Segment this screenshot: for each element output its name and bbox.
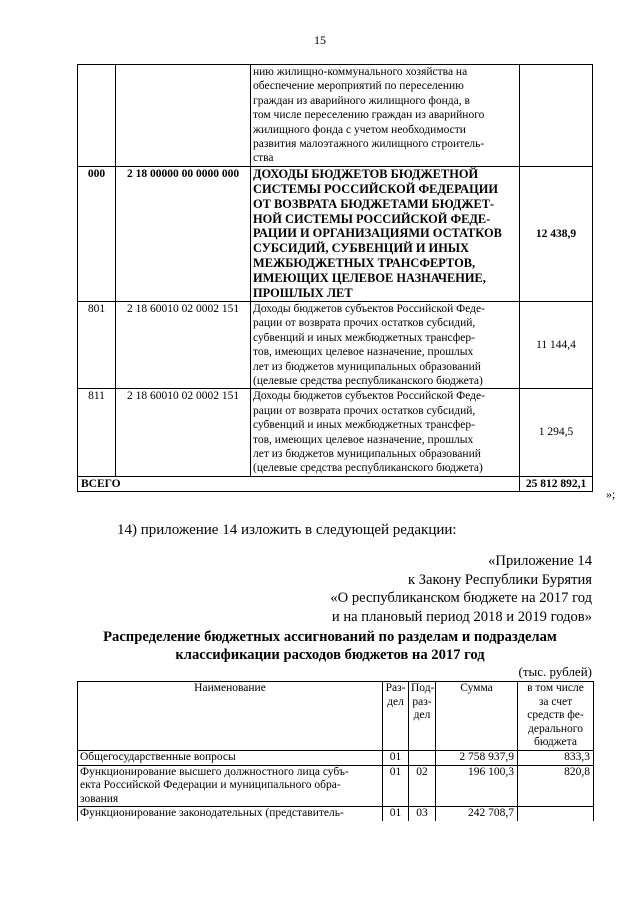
description-line: жилищного фонда с учетом необходимости (253, 123, 466, 136)
column-header-name: Наименование (78, 682, 383, 751)
description-line: субвенций и иных межбюджетных трансфер- (253, 419, 475, 432)
header-line: за счет (538, 695, 573, 708)
appendix-header-line: «Приложение 14 (488, 553, 592, 569)
section-title-line: Распределение бюджетных ассигнований по разделам и подразделам (103, 629, 557, 645)
description-line: нию жилищно-коммунального хозяйства на (253, 66, 468, 78)
sum-cell: 196 100,3 (436, 765, 518, 807)
subsection-cell: 03 (409, 807, 436, 822)
units-label: (тыс. рублей) (518, 664, 592, 679)
budget-code-cell: 2 18 60010 02 0002 151 (116, 302, 251, 389)
budget-code-cell: 2 18 00000 00 0000 000 (116, 166, 251, 301)
description-line: Доходы бюджетов субъектов Российской Феде- (253, 303, 485, 315)
description-line: граждан из аварийного жилищного фонда, в (253, 94, 470, 107)
column-header-section (383, 682, 409, 751)
description-line: том числе переселению граждан из аварийного (253, 109, 485, 122)
name-cell: Общегосударственные вопросы (78, 750, 383, 765)
table-row (78, 302, 593, 389)
appendix-header (330, 552, 592, 626)
admin-code-cell: 000 (78, 166, 116, 301)
description-line: НОЙ СИСТЕМЫ РОССИЙСКОЙ ФЕДЕ- (253, 211, 491, 226)
table-row (78, 807, 594, 822)
header-line: Под- (411, 682, 435, 694)
description-line: ства (253, 152, 274, 165)
description-line: обеспечение мероприятий по переселению (253, 80, 464, 93)
header-line: в том числе (527, 682, 584, 694)
description-cell (251, 65, 520, 167)
description-line: рации от возврата прочих остатков субсидий, (253, 317, 476, 330)
federal-cell: 833,3 (518, 750, 594, 765)
description-line: (целевые средства республиканского бюджета) (253, 375, 483, 388)
header-line: средств фе- (527, 709, 584, 722)
description-line: ОТ ВОЗВРАТА БЮДЖЕТАМИ БЮДЖЕТ- (253, 196, 495, 211)
allocation-table (77, 681, 594, 821)
amendment-paragraph: 14) приложение 14 изложить в следующей редакции: (117, 522, 457, 538)
name-cell: Функционирование законодательных (представитель- (78, 807, 383, 822)
header-line: раз- (412, 695, 432, 708)
description-line: субвенций и иных межбюджетных трансфер- (253, 331, 475, 344)
description-cell (251, 389, 520, 476)
table-row (78, 765, 594, 807)
table-row (78, 65, 593, 167)
appendix-header-line: к Закону Республики Бурятия (407, 571, 592, 588)
description-line: лет из бюджетов муниципальных образований (253, 360, 481, 373)
name-cell (78, 765, 383, 807)
name-line: екта Российской Федерации и муниципального обра- (80, 779, 341, 792)
description-line: ИМЕЮЩИХ ЦЕЛЕВОЕ НАЗНАЧЕНИЕ, (253, 271, 486, 286)
admin-code-cell: 811 (78, 389, 116, 476)
name-line: Функционирование высшего должностного лица субъ- (80, 765, 349, 778)
amount-cell: 1 294,5 (520, 389, 593, 476)
subsection-cell (409, 750, 436, 765)
description-line: Доходы бюджетов субъектов Российской Феде- (253, 390, 485, 403)
header-line: дел (413, 709, 431, 722)
federal-cell: 820,8 (518, 765, 594, 807)
amount-cell (520, 65, 593, 167)
description-line: РАЦИИ И ОРГАНИЗАЦИЯМИ ОСТАТКОВ (253, 226, 502, 241)
description-cell (251, 302, 520, 389)
description-line: рации от возврата прочих остатков субсидий, (253, 404, 476, 417)
federal-cell (518, 807, 594, 822)
description-line: СИСТЕМЫ РОССИЙСКОЙ ФЕДЕРАЦИИ (253, 181, 499, 196)
section-title (70, 628, 590, 664)
amount-cell: 11 144,4 (520, 302, 593, 389)
column-header-subsection (409, 682, 436, 751)
admin-code-cell (78, 65, 116, 167)
sum-cell: 2 758 937,9 (436, 750, 518, 765)
closing-quote-mark: »; (606, 487, 616, 501)
section-title-line: классификации расходов бюджетов на 2017 год (175, 647, 485, 663)
section-cell: 01 (383, 750, 409, 765)
table-row (78, 750, 594, 765)
description-line: ПРОШЛЫХ ЛЕТ (253, 286, 353, 301)
description-line: развития малоэтажного жилищного строитель- (253, 138, 485, 151)
description-line: СУБСИДИЙ, СУБВЕНЦИЙ И ИНЫХ (253, 241, 469, 256)
page-number: 15 (314, 33, 326, 47)
budget-code-cell (116, 65, 251, 167)
budget-code-cell: 2 18 60010 02 0002 151 (116, 389, 251, 476)
section-cell: 01 (383, 807, 409, 822)
table-row (78, 389, 593, 476)
table-header-row (78, 682, 594, 751)
description-line: (целевые средства республиканского бюджета) (253, 462, 483, 475)
section-cell: 01 (383, 765, 409, 807)
description-line: тов, имеющих целевое назначение, прошлых (253, 346, 474, 359)
total-amount: 25 812 892,1 (520, 476, 593, 491)
description-cell (251, 166, 520, 301)
total-row (78, 476, 593, 491)
column-header-sum: Сумма (436, 682, 518, 751)
description-line: МЕЖБЮДЖЕТНЫХ ТРАНСФЕРТОВ, (253, 256, 476, 271)
sum-cell: 242 708,7 (436, 807, 518, 822)
column-header-federal (518, 682, 594, 751)
header-line: дерального (528, 722, 583, 735)
total-label: ВСЕГО (78, 476, 520, 491)
revenue-table (77, 64, 593, 492)
appendix-header-line: и на плановый период 2018 и 2019 годов» (331, 608, 592, 625)
header-line: бюджета (534, 736, 577, 749)
admin-code-cell: 801 (78, 302, 116, 389)
description-line: лет из бюджетов муниципальных образований (253, 448, 481, 461)
appendix-header-line: «О республиканском бюджете на 2017 год (330, 590, 592, 607)
description-line: тов, имеющих целевое назначение, прошлых (253, 433, 474, 446)
table-row (78, 166, 593, 301)
subsection-cell: 02 (409, 765, 436, 807)
name-line: зования (80, 792, 119, 805)
description-line: ДОХОДЫ БЮДЖЕТОВ БЮДЖЕТНОЙ (253, 166, 479, 181)
header-line: Раз- (385, 682, 406, 694)
amount-cell: 12 438,9 (520, 166, 593, 301)
header-line: дел (387, 695, 404, 708)
